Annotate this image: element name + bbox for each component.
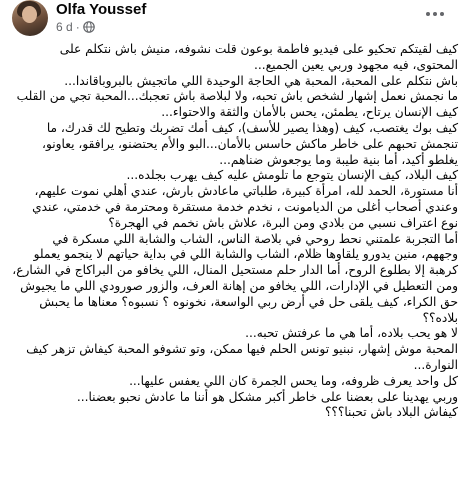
post-body <box>12 42 458 421</box>
author-avatar[interactable] <box>12 0 48 36</box>
meta-separator: · <box>75 20 80 34</box>
globe-icon <box>83 21 95 33</box>
post-paragraph: كيف البلاد، كيف الإنسان يتوجع ما تلومش عليه كيف يهرب بجلده... أنا مستورة، الحمد لله، امرأة كبيرة، طلباتي ماعادش بارش، عندي أهلي نموت عليهم، وعندي أصحاب أغلى من الديامونت ، نخدم خدمة مستقرة ومحترمة في خدمتي، عندي نوع اعتراف نسبي من بلادي ومن البرة، علاش باش نخمم في الهجرة؟ أما التجربة علمتني نحط روحي في بلاصة الناس، الشاب والشابة اللي مسكرة في وجههم، منين يدورو يلقاوها ظلام، الشاب والشابة اللي في بداية حياتهم لا ينجمو يعملو كرهبة إلا بطلوع الروح، أما الدار حلم مستحيل المنال، اللي يخافو من البراكاج في الشارع، ومن التعطيل في الإدارات، اللي يخافو من إهانة العرف، والزور صورودي اللي ما يجيوش حق الكراء، كيف يلقى حل في أرض ربي الواسعة، نخونوه ؟ نسبوه؟ معناها ما يحبش بلاده؟؟ <box>12 168 458 325</box>
post-header <box>0 0 465 42</box>
more-options-button[interactable] <box>420 4 450 24</box>
author-name[interactable]: Olfa Youssef <box>56 1 147 18</box>
post-paragraph: كل واحد يعرف ظروفه، وما يحس الجمرة كان اللي يعفس عليها... وربي يهدينا على بعضنا على خاطر أكبر مشكل هو أننا ما عادش نحبو بعضنا... كيفاش البلاد باش تحبنا؟؟؟ <box>76 373 458 420</box>
more-options-icon-dot <box>426 12 430 16</box>
post-paragraph: لا هو يحب بلاده، أما هي ما عرفتش تحبه... المحبة موش إشهار، نبنيو تونس الحلم فيها ممكن، وتو تشوفو المحبة كيفاش تزهر كيف النوارة... <box>26 326 458 372</box>
more-options-icon-dot <box>440 12 444 16</box>
post-paragraph: كيف لقيتكم تحكيو على فيديو فاطمة بوعون قلت نشوفه، منيش باش نتكلم على المحتوى، فيه مجهود وربي يعين الجميع... <box>59 42 458 72</box>
avatar-face <box>22 6 37 23</box>
post-meta <box>56 20 95 34</box>
post-timestamp[interactable]: 6 d <box>56 20 73 34</box>
more-options-icon-dot <box>433 12 437 16</box>
post-paragraph: باش نتكلم على المحبة، المحبة هي الحاجة الوحيدة اللي ماتجيش بالبروباقاندا... ما نجمش نعمل إشهار لشخص باش تحبه، ولا لبلاصة باش تعجبك...المحبة تجي من القلب كيف الإنسان يرتاح، يطمئن، يحس بالأمان والثقة والاحتواء... كيف بوك يغتصب، كيف (وهذا يصير للأسف)، كيف أمك تضربك وتطيح لك قدرك، ما تنجمش تحبهم على خاطر ماكش حاسس بالأمان...البو والأم يحتضنو، يرافقو، يعاونو، يغلطو أكيد، أما بنية طيبة وما يوجعوش ضناهم... <box>16 73 458 167</box>
